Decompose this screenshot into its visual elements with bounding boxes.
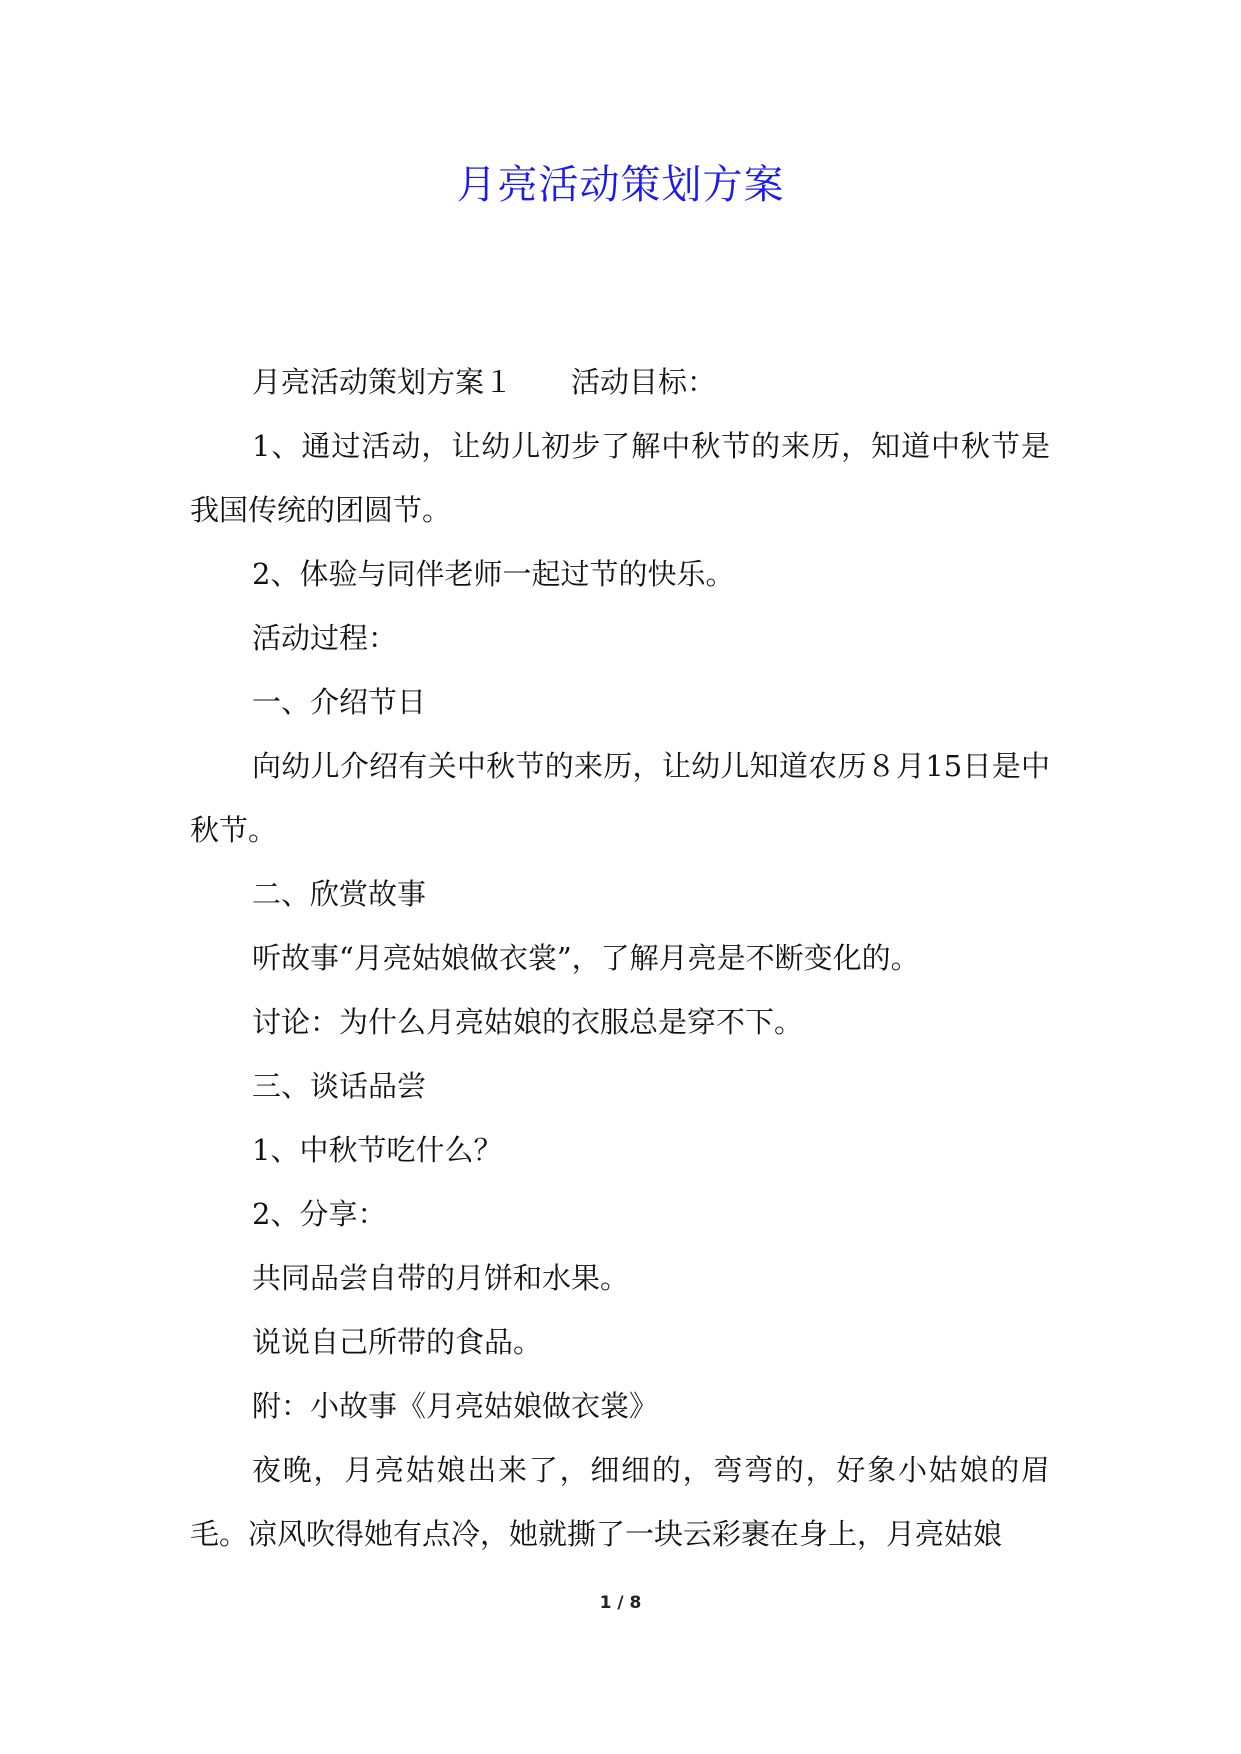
document-body bbox=[190, 350, 1050, 1566]
paragraph-section-2: 二、欣赏故事 bbox=[252, 877, 427, 911]
paragraph-discussion: 讨论：为什么月亮姑娘的衣服总是穿不下。 bbox=[252, 1005, 804, 1039]
paragraph-goal-2: 2、体验与同伴老师一起过节的快乐。 bbox=[252, 557, 735, 591]
paragraph-appendix: 附：小故事《月亮姑娘做衣裳》 bbox=[252, 1389, 659, 1423]
paragraph-story: 夜晚，月亮姑娘出来了，细细的，弯弯的，好象小姑娘的眉毛。凉风吹得她有点冷，她就撕了一块云彩裹在身上，月亮姑娘 bbox=[190, 1453, 1050, 1551]
paragraph-question-1: 1、中秋节吃什么？ bbox=[252, 1133, 503, 1167]
paragraph-taste: 共同品尝自带的月饼和水果。 bbox=[252, 1261, 630, 1295]
paragraph-goal-1: 1、通过活动，让幼儿初步了解中秋节的来历，知道中秋节是我国传统的团圆节。 bbox=[190, 429, 1050, 527]
paragraph-process-heading: 活动过程： bbox=[252, 621, 398, 655]
paragraph-section-1-text: 向幼儿介绍有关中秋节的来历，让幼儿知道农历８月15日是中秋节。 bbox=[190, 749, 1050, 847]
paragraph-talk: 说说自己所带的食品。 bbox=[252, 1325, 543, 1359]
paragraph-section-3: 三、谈话品尝 bbox=[252, 1069, 427, 1103]
paragraph-section-1: 一、介绍节日 bbox=[252, 685, 427, 719]
document-title: 月亮活动策划方案 bbox=[456, 162, 785, 208]
paragraph-section-2-text: 听故事“月亮姑娘做衣裳”，了解月亮是不断变化的。 bbox=[252, 941, 920, 975]
page-number: 1 / 8 bbox=[599, 1593, 642, 1613]
paragraph-share: 2、分享： bbox=[252, 1197, 387, 1231]
paragraph-heading-1: 月亮活动策划方案１ 活动目标： bbox=[252, 365, 717, 399]
